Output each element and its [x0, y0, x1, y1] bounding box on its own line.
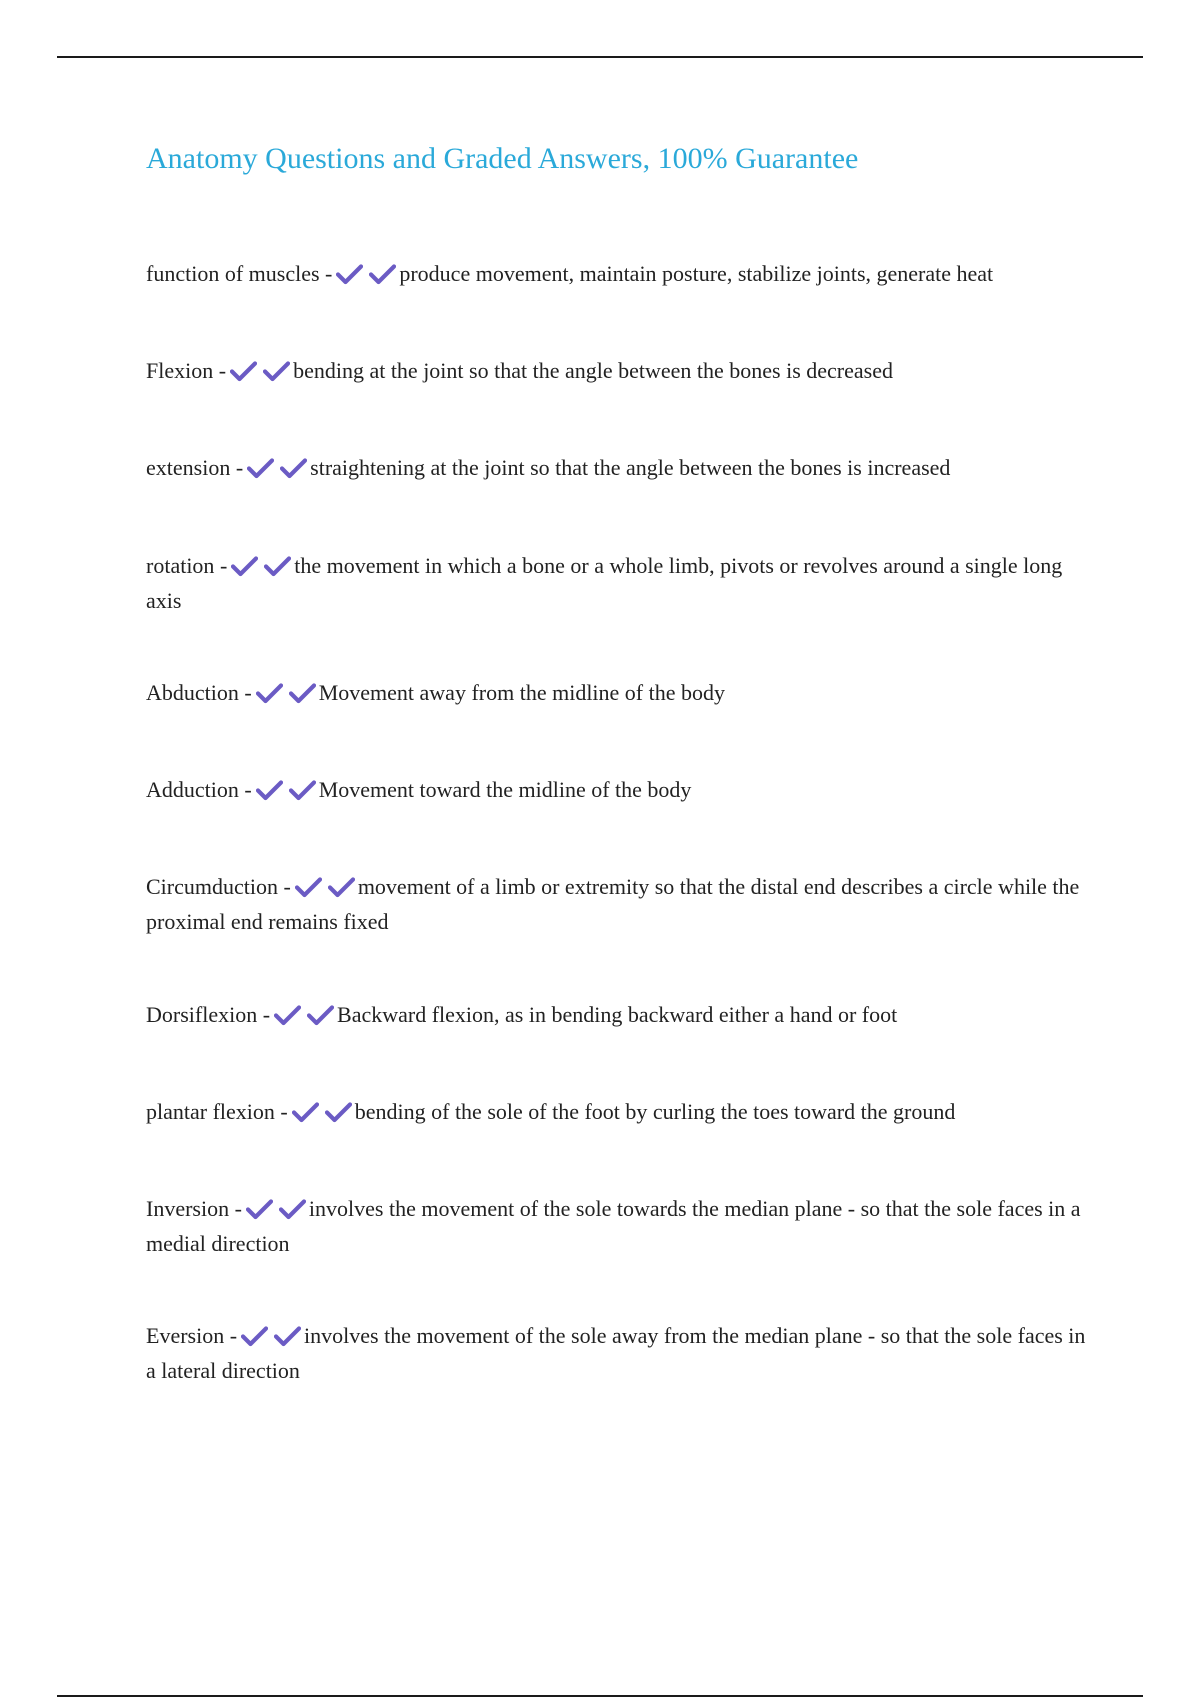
check-marks — [230, 359, 292, 390]
check-marks — [274, 1003, 336, 1034]
qa-item — [146, 999, 1086, 1034]
check-marks — [292, 1100, 354, 1131]
qa-definition: straightening at the joint so that the angle between the bones is increased — [310, 455, 951, 480]
qa-definition: Movement toward the midline of the body — [318, 777, 692, 802]
check-icon — [369, 263, 396, 285]
qa-item — [146, 677, 1086, 712]
qa-definition: produce movement, maintain posture, stabilize joints, generate heat — [399, 261, 994, 286]
qa-definition: movement of a limb or extremity so that the distal end describes a circle while the proximal end remains fixed — [146, 874, 1080, 934]
qa-item — [146, 355, 1086, 390]
qa-term: Circumduction — [146, 874, 278, 899]
qa-definition: involves the movement of the sole towards the median plane - so that the sole faces in a medial direction — [146, 1196, 1081, 1256]
qa-term: Adduction — [146, 777, 239, 802]
qa-separator: - — [244, 680, 252, 705]
check-icon — [256, 779, 283, 801]
qa-term: function of muscles — [146, 261, 320, 286]
qa-separator: - — [244, 777, 252, 802]
qa-item — [146, 1193, 1086, 1259]
qa-item — [146, 550, 1086, 616]
check-icon — [289, 779, 316, 801]
qa-item — [146, 871, 1086, 937]
document-title: Anatomy Questions and Graded Answers, 100% Guarantee — [146, 142, 859, 175]
qa-separator: - — [283, 874, 291, 899]
check-marks — [256, 681, 318, 712]
qa-separator: - — [234, 1196, 242, 1221]
qa-item — [146, 1320, 1086, 1386]
check-icon — [289, 682, 316, 704]
check-icon — [280, 457, 307, 479]
qa-term: Flexion — [146, 358, 214, 383]
check-marks — [231, 554, 293, 585]
qa-definition: involves the movement of the sole away from the median plane - so that the sole faces in a lateral direction — [146, 1323, 1086, 1383]
check-icon — [295, 876, 322, 898]
check-icon — [247, 457, 274, 479]
qa-separator: - — [262, 1002, 271, 1027]
check-icon — [231, 555, 258, 577]
qa-term: Eversion — [146, 1323, 225, 1348]
check-marks — [336, 262, 398, 293]
check-icon — [292, 1101, 319, 1123]
qa-separator: - — [235, 455, 244, 480]
check-icon — [279, 1198, 306, 1220]
qa-definition: the movement in which a bone or a whole limb, pivots or revolves around a single long axis — [146, 553, 1063, 613]
check-marks — [295, 875, 357, 906]
qa-term: Inversion — [146, 1196, 230, 1221]
check-icon — [264, 555, 291, 577]
check-icon — [274, 1325, 301, 1347]
top-rule — [57, 56, 1143, 58]
qa-term: plantar flexion — [146, 1099, 275, 1124]
check-marks — [246, 1197, 308, 1228]
qa-term: rotation — [146, 553, 215, 578]
qa-definition: Movement away from the midline of the body — [318, 680, 726, 705]
check-icon — [241, 1325, 268, 1347]
qa-definition: bending of the sole of the foot by curling the toes toward the ground — [354, 1099, 956, 1124]
qa-item — [146, 774, 1086, 809]
qa-definition: Backward flexion, as in bending backward either a hand or foot — [337, 1002, 898, 1027]
check-icon — [328, 876, 355, 898]
check-icon — [256, 682, 283, 704]
qa-definition: bending at the joint so that the angle between the bones is decreased — [293, 358, 893, 383]
qa-item — [146, 452, 1086, 487]
qa-separator: - — [229, 1323, 238, 1348]
qa-item — [146, 1096, 1086, 1131]
qa-separator: - — [280, 1099, 288, 1124]
check-marks — [247, 456, 309, 487]
qa-term: Abduction — [146, 680, 239, 705]
check-icon — [263, 360, 290, 382]
check-icon — [307, 1004, 334, 1026]
qa-term: Dorsiflexion — [146, 1002, 258, 1027]
qa-separator: - — [218, 358, 227, 383]
check-icon — [230, 360, 257, 382]
qa-term: extension — [146, 455, 231, 480]
check-marks — [241, 1324, 303, 1355]
bottom-rule — [57, 1695, 1143, 1697]
check-marks — [256, 778, 318, 809]
qa-separator: - — [325, 261, 333, 286]
check-icon — [336, 263, 363, 285]
qa-separator: - — [219, 553, 228, 578]
check-icon — [246, 1198, 273, 1220]
check-icon — [325, 1101, 352, 1123]
check-icon — [274, 1004, 301, 1026]
qa-item — [146, 258, 1086, 293]
